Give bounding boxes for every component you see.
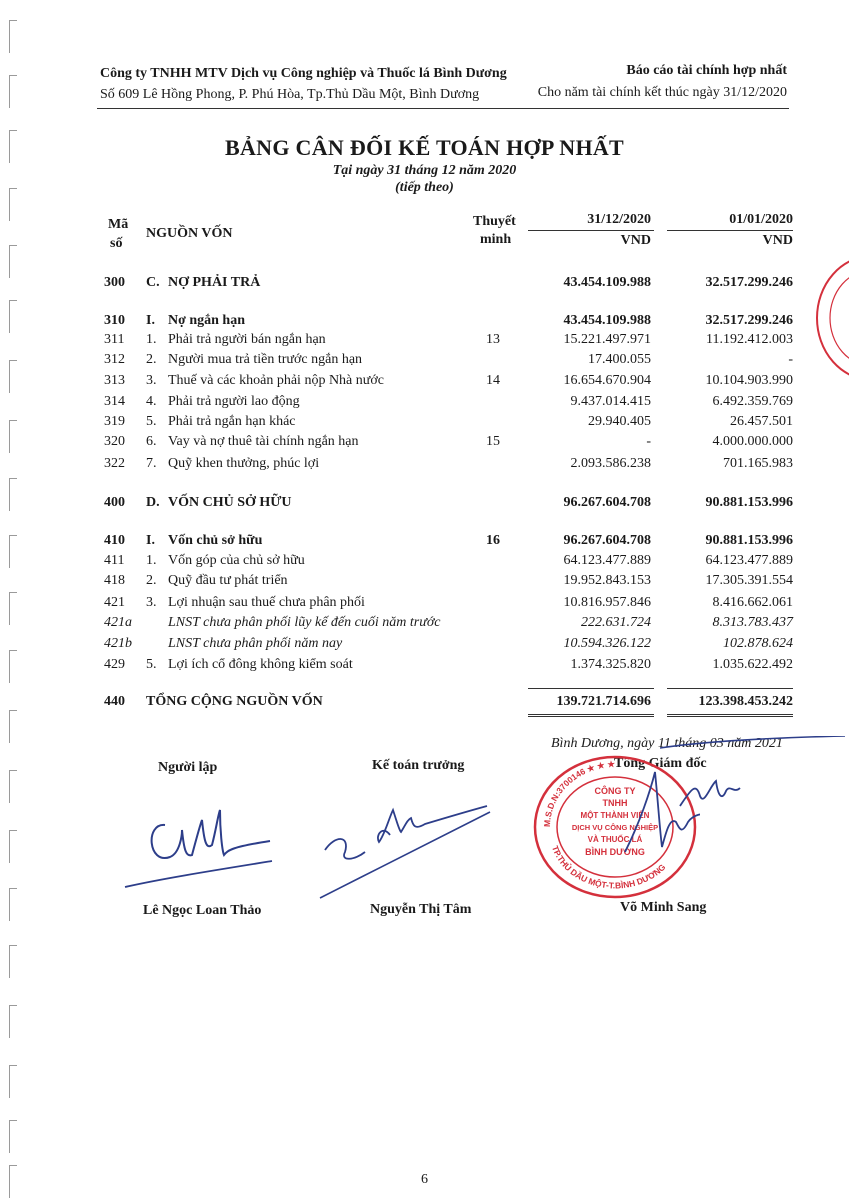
row-value-current: 43.454.109.988	[563, 275, 651, 290]
row-code: 320	[104, 434, 125, 449]
row-code: 400	[104, 495, 125, 510]
col-date-current: 31/12/2020	[587, 212, 651, 227]
preparer-signature	[120, 795, 280, 895]
row-code: 410	[104, 533, 125, 548]
row-note: 16	[486, 533, 500, 548]
row-label: LNST chưa phân phối lũy kế đến cuối năm trước	[168, 615, 441, 630]
row-code: 421b	[104, 636, 132, 651]
row-value-previous: 102.878.624	[723, 636, 793, 651]
row-label: Thuế và các khoản phải nộp Nhà nước	[168, 373, 384, 388]
col-note-line2: minh	[480, 232, 512, 247]
total-rule-previous-top	[667, 688, 793, 689]
col-rule-current	[528, 230, 654, 231]
row-label: Người mua trả tiền trước ngắn hạn	[168, 352, 363, 367]
col-unit-current: VND	[620, 233, 651, 248]
col-unit-previous: VND	[762, 233, 793, 248]
row-index: D.	[146, 495, 160, 510]
row-label: LNST chưa phân phối năm nay	[168, 636, 343, 651]
row-label: Quỹ khen thưởng, phúc lợi	[168, 456, 320, 471]
table-row	[0, 595, 849, 615]
table-row	[0, 495, 849, 515]
svg-text:VÀ THUỐC LÁ: VÀ THUỐC LÁ	[587, 835, 643, 844]
row-value-current: 96.267.604.708	[563, 495, 651, 510]
row-label: VỐN CHỦ SỞ HỮU	[168, 495, 292, 510]
row-value-current: 16.654.670.904	[563, 373, 651, 388]
row-code: 440	[104, 694, 125, 709]
table-row	[0, 352, 849, 372]
edge-stamp	[812, 248, 849, 388]
page-number: 6	[421, 1172, 428, 1187]
table-row	[0, 313, 849, 333]
row-label: NỢ PHẢI TRẢ	[168, 275, 261, 290]
place-date: Bình Dương, ngày 11 tháng 03 năm 2021	[551, 736, 783, 751]
row-index: 1.	[146, 553, 157, 568]
svg-text:MỘT THÀNH VIÊN: MỘT THÀNH VIÊN	[580, 811, 650, 820]
row-index: 5.	[146, 414, 157, 429]
row-value-previous: 90.881.153.996	[705, 495, 793, 510]
row-value-previous: 11.192.412.003	[706, 332, 793, 347]
row-index: I.	[146, 313, 155, 328]
table-row	[0, 657, 849, 677]
row-index: 6.	[146, 434, 157, 449]
row-label: Lợi nhuận sau thuế chưa phân phối	[168, 595, 365, 610]
svg-text:BÌNH DƯƠNG: BÌNH DƯƠNG	[585, 847, 645, 857]
row-value-current: 15.221.497.971	[563, 332, 651, 347]
table-row	[0, 636, 849, 656]
row-code: 314	[104, 394, 125, 409]
row-value-current: 1.374.325.820	[570, 657, 651, 672]
accountant-name: Nguyễn Thị Tâm	[370, 902, 472, 917]
header-divider	[97, 108, 789, 109]
row-code: 300	[104, 275, 125, 290]
row-value-current: 139.721.714.696	[556, 694, 651, 709]
row-label: Phải trả người bán ngắn hạn	[168, 332, 326, 347]
company-name: Công ty TNHH MTV Dịch vụ Công nghiệp và Thuốc lá Bình Dương	[100, 66, 507, 81]
report-title: Báo cáo tài chính hợp nhất	[626, 63, 787, 78]
row-code: 313	[104, 373, 125, 388]
row-value-current: 29.940.405	[588, 414, 651, 429]
row-value-previous: 17.305.391.554	[705, 573, 793, 588]
row-value-previous: 26.457.501	[730, 414, 793, 429]
row-value-previous: 90.881.153.996	[705, 533, 793, 548]
total-rule-previous-bottom	[667, 714, 793, 717]
row-index: 3.	[146, 373, 157, 388]
svg-text:TP.THỦ DẦU MỘT-T.BÌNH DƯƠNG: TP.THỦ DẦU MỘT-T.BÌNH DƯƠNG	[550, 844, 668, 891]
row-index: 3.	[146, 595, 157, 610]
table-row	[0, 533, 849, 553]
row-value-current: 10.594.326.122	[563, 636, 651, 651]
row-code: 310	[104, 313, 125, 328]
row-label: Quỹ đầu tư phát triển	[168, 573, 288, 588]
table-row	[0, 275, 849, 295]
director-name: Võ Minh Sang	[620, 900, 707, 915]
row-label: Nợ ngắn hạn	[168, 313, 246, 328]
row-note: 13	[486, 332, 500, 347]
row-label: Lợi ích cổ đông không kiểm soát	[168, 657, 353, 672]
col-note-line1: Thuyết	[473, 214, 516, 229]
row-code: 411	[104, 553, 125, 568]
row-index: I.	[146, 533, 155, 548]
row-label: Vốn chủ sở hữu	[168, 533, 263, 548]
row-value-current: 64.123.477.889	[563, 553, 651, 568]
row-value-previous: 64.123.477.889	[705, 553, 793, 568]
total-rule-current-top	[528, 688, 654, 689]
row-value-previous: 8.416.662.061	[712, 595, 793, 610]
row-index: 2.	[146, 352, 157, 367]
row-code: 322	[104, 456, 125, 471]
row-label: Phải trả người lao động	[168, 394, 300, 409]
subtitle-date: Tại ngày 31 tháng 12 năm 2020	[332, 163, 517, 178]
row-label: Phải trả ngắn hạn khác	[168, 414, 296, 429]
row-value-current: 9.437.014.415	[570, 394, 651, 409]
row-code: 429	[104, 657, 125, 672]
page-title: BẢNG CÂN ĐỐI KẾ TOÁN HỢP NHẤT	[224, 135, 625, 160]
table-row-total	[0, 694, 849, 714]
svg-text:DỊCH VỤ CÔNG NGHIỆP: DỊCH VỤ CÔNG NGHIỆP	[571, 823, 659, 832]
row-note: 14	[486, 373, 500, 388]
table-row	[0, 573, 849, 593]
col-date-previous: 01/01/2020	[729, 212, 793, 227]
row-value-previous: 32.517.299.246	[705, 313, 793, 328]
row-label: Vốn góp của chủ sở hữu	[168, 553, 305, 568]
row-value-previous: 32.517.299.246	[705, 275, 793, 290]
row-value-previous: 10.104.903.990	[705, 373, 793, 388]
row-code: 319	[104, 414, 125, 429]
total-rule-current-bottom	[528, 714, 654, 717]
row-value-current: 17.400.055	[588, 352, 651, 367]
row-index: C.	[146, 275, 160, 290]
row-index: 1.	[146, 332, 157, 347]
table-row	[0, 394, 849, 414]
row-value-previous: 6.492.359.769	[712, 394, 793, 409]
row-code: 418	[104, 573, 125, 588]
row-value-previous: 123.398.453.242	[698, 694, 793, 709]
row-value-current: 19.952.843.153	[563, 573, 651, 588]
col-code-line2: số	[110, 236, 123, 251]
svg-text:M.S.D.N:3700146 ★ ★ ★: M.S.D.N:3700146 ★ ★ ★	[541, 758, 616, 828]
svg-text:TNHH: TNHH	[602, 798, 628, 808]
table-row	[0, 553, 849, 573]
table-row	[0, 434, 849, 454]
row-value-current: 96.267.604.708	[563, 533, 651, 548]
row-value-current: 222.631.724	[581, 615, 651, 630]
row-value-previous: 701.165.983	[723, 456, 793, 471]
row-label: Vay và nợ thuê tài chính ngắn hạn	[168, 434, 359, 449]
row-value-current: -	[646, 434, 651, 449]
row-index: 4.	[146, 394, 157, 409]
row-code: 421a	[104, 615, 132, 630]
col-rule-previous	[667, 230, 793, 231]
report-period: Cho năm tài chính kết thúc ngày 31/12/2020	[537, 85, 787, 100]
director-title: Tổng Giám đốc	[614, 756, 707, 771]
row-index: 5.	[146, 657, 157, 672]
accountant-title: Kế toán trưởng	[372, 758, 465, 773]
row-value-current: 2.093.586.238	[570, 456, 651, 471]
row-value-previous: 1.035.622.492	[712, 657, 793, 672]
row-label: TỔNG CỘNG NGUỒN VỐN	[146, 694, 323, 709]
col-source: NGUỒN VỐN	[146, 226, 233, 241]
row-note: 15	[486, 434, 500, 449]
table-row	[0, 414, 849, 434]
row-code: 421	[104, 595, 125, 610]
table-row	[0, 373, 849, 393]
preparer-title: Người lập	[158, 760, 218, 775]
row-value-previous: 8.313.783.437	[712, 615, 793, 630]
row-value-previous: -	[788, 352, 793, 367]
preparer-name: Lê Ngọc Loan Thảo	[143, 903, 262, 918]
row-index: 2.	[146, 573, 157, 588]
row-value-previous: 4.000.000.000	[712, 434, 793, 449]
col-code-line1: Mã	[108, 217, 129, 232]
row-value-current: 10.816.957.846	[563, 595, 651, 610]
row-value-current: 43.454.109.988	[563, 313, 651, 328]
svg-text:CÔNG TY: CÔNG TY	[594, 786, 636, 796]
row-index: 7.	[146, 456, 157, 471]
subtitle-continued: (tiếp theo)	[395, 180, 454, 195]
table-row	[0, 615, 849, 635]
table-row	[0, 456, 849, 476]
director-signature	[660, 736, 849, 816]
row-code: 312	[104, 352, 125, 367]
row-code: 311	[104, 332, 125, 347]
table-row	[0, 332, 849, 352]
accountant-signature	[315, 790, 495, 905]
company-address: Số 609 Lê Hồng Phong, P. Phú Hòa, Tp.Thủ Dầu Một, Bình Dương	[100, 87, 480, 102]
